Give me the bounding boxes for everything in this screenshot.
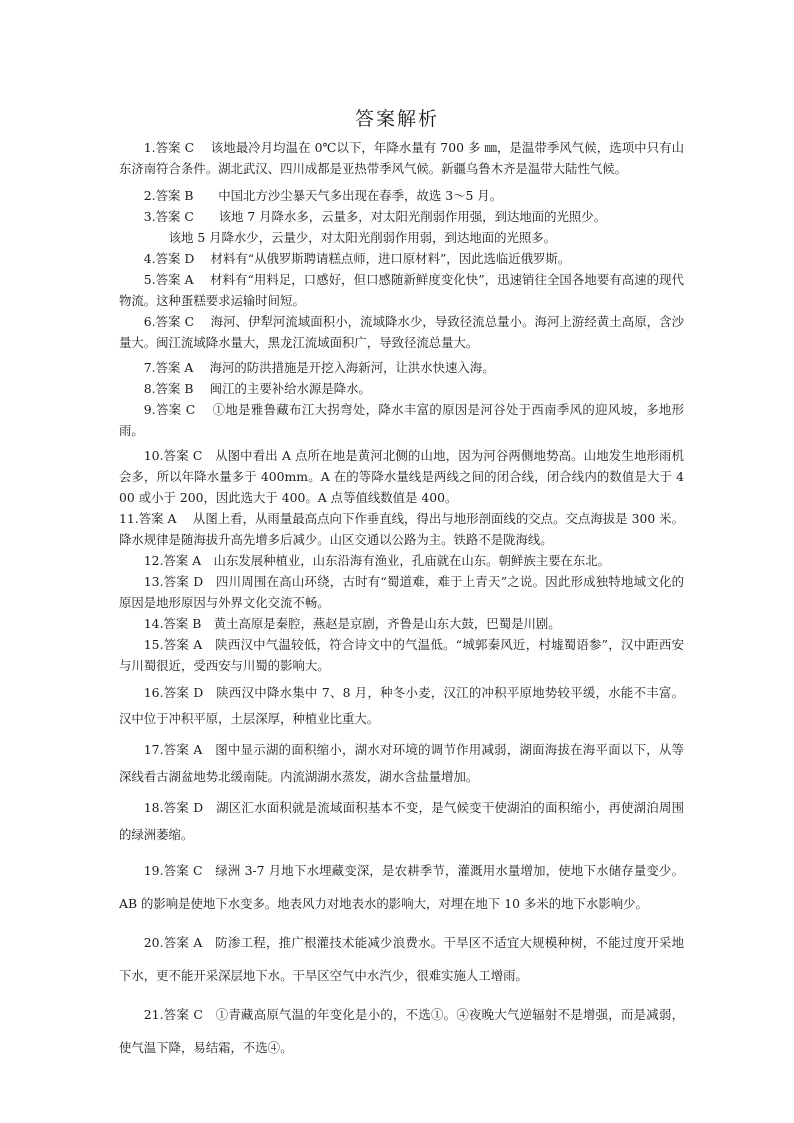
answer-item-17: 17.答案 A 图中显示湖的面积缩小，湖水对环境的调节作用减弱，湖面海拔在海平面以下，从等深线看古湖盆地势北缓南陡。内流湖湖水蒸发，湖水含盐量增加。: [119, 742, 684, 784]
page-title: 答案解析: [354, 108, 439, 130]
answer-item-11: 11.答案 A 从图上看，从雨量最高点向下作垂直线，得出与地形剖面线的交点。交点海拔是 300 米。降水规律是随海拔升高先增多后减少。山区交通以公路为主。铁路不是陇海线。: [119, 511, 684, 547]
answer-item-21: 21.答案 C ①青藏高原气温的年变化是小的，不选①。④夜晚大气逆辐射不是增强，而是减弱，使气温下降，易结霜，不选④。: [119, 1007, 684, 1055]
answer-item-1: 1.答案 C 该地最冷月均温在 0℃以下，年降水量有 700 多 ㎜，是温带季风气候，选项中只有山东济南符合条件。湖北武汉、四川成都是亚热带季风气候。新疆乌鲁木齐是温带大陆性气候。: [119, 140, 684, 176]
answer-item-7: 7.答案 A 海河的防洪措施是开挖入海新河，让洪水快速入海。: [143, 360, 495, 375]
answer-item-3: 3.答案 C 该地 7 月降水多，云量多，对太阳光削弱作用强，到达地面的光照少。: [143, 209, 607, 224]
answer-item-18: 18.答案 D 湖区汇水面积就是流域面积基本不变，是气候变干使湖泊的面积缩小，再使湖泊周围的绿洲萎缩。: [119, 800, 684, 842]
answer-item-4: 4.答案 D 材料有“从俄罗斯聘请糕点师，进口原材料”，因此选临近俄罗斯。: [143, 251, 571, 266]
answer-item-16: 16.答案 D 陕西汉中降水集中 7、8 月，种冬小麦，汉江的冲积平原地势较平缓，水能不丰富。汉中位于冲积平原，土层深厚，种植业比重大。: [119, 685, 684, 726]
answer-item-2: 2.答案 B 中国北方沙尘暴天气多出现在春季，故选 3～5 月。: [143, 188, 503, 203]
answer-item-10: 10.答案 C 从图中看出 A 点所在地是黄河北侧的山地，因为河谷两侧地势高。山地发生地形雨机会多，所以年降水量多于 400mm。A 在的等降水量线是两线之间的闭合线，闭合线内的数值是大于 400 或小于 200，因此选大于 400。A 点等值线数值是 400。: [119, 448, 684, 505]
answer-item-14: 14.答案 B 黄土高原是秦腔，燕赵是京剧，齐鲁是山东大鼓，巴蜀是川剧。: [143, 616, 561, 631]
answer-item-12: 12.答案 A 山东发展种植业，山东沿海有渔业，孔庙就在山东。朝鲜族主要在东北。: [143, 553, 611, 568]
answer-item-8: 8.答案 B 闽江的主要补给水源是降水。: [143, 381, 371, 396]
answer-item-5: 5.答案 A 材料有“用料足，口感好，但口感随新鲜度变化快”，迅速销往全国各地要有高速的现代物流。这种蛋糕要求运输时间短。: [119, 272, 684, 308]
answer-item-3-continued: 该地 5 月降水少，云量少，对太阳光削弱作用弱，到达地面的光照多。: [168, 230, 557, 245]
answer-list: [119, 137, 684, 1064]
answer-item-15: 15.答案 A 陕西汉中气温较低，符合诗文中的气温低。“城郭秦风近，村墟蜀语参”，汉中距西安与川蜀很近，受西安与川蜀的影响大。: [119, 637, 684, 673]
answer-item-19: 19.答案 C 绿洲 3-7 月地下水埋藏变深，是农耕季节，灌溉用水量增加，使地下水储存量变少。AB 的影响是使地下水变多。地表风力对地表水的影响大，对埋在地下 10 多米的地下水影响少。: [119, 863, 684, 911]
answer-item-6: 6.答案 C 海河、伊犁河流域面积小，流域降水少，导致径流总量小。海河上游经黄土高原，含沙量大。闽江流域降水量大，黑龙江流域面积广，导致径流总量大。: [119, 314, 684, 350]
answer-item-20: 20.答案 A 防渗工程，推广根灌技术能减少浪费水。干旱区不适宜大规模种树，不能过度开采地下水，更不能开采深层地下水。干旱区空气中水汽少，很难实施人工增雨。: [119, 935, 684, 983]
answer-item-13: 13.答案 D 四川周围在高山环绕，古时有“蜀道难，难于上青天”之说。因此形成独特地域文化的原因是地形原因与外界文化交流不畅。: [119, 574, 684, 610]
answer-item-9: 9.答案 C ①地是雅鲁藏布江大拐弯处，降水丰富的原因是河谷处于西南季风的迎风坡，多地形雨。: [119, 402, 684, 438]
